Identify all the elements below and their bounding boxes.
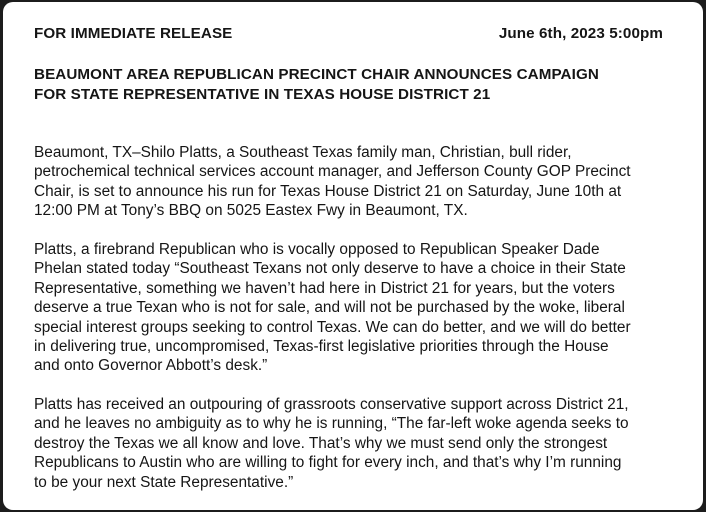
paragraph-line: special interest groups seeking to control Texas. We can do better, and we will do better	[34, 318, 631, 336]
paragraph-quote	[34, 240, 694, 376]
release-label: FOR IMMEDIATE RELEASE	[34, 25, 233, 42]
paragraph-line: to be your next State Representative.”	[34, 473, 294, 491]
paragraph-line: and onto Governor Abbott’s desk.”	[34, 357, 268, 375]
paragraph-line: destroy the Texas we all know and love. That’s why we must send only the strongest	[34, 434, 608, 452]
headline-line: BEAUMONT AREA REPUBLICAN PRECINCT CHAIR ANNOUNCES CAMPAIGN	[34, 66, 599, 83]
paragraph-support	[34, 395, 694, 492]
paragraph-line: 12:00 PM at Tony’s BBQ on 5025 Eastex Fwy in Beaumont, TX.	[34, 202, 468, 220]
release-header	[34, 24, 663, 44]
paragraph-line: in delivering true, uncompromised, Texas-first legislative priorities through the House	[34, 338, 609, 356]
press-release-page	[3, 2, 703, 510]
paragraph-line: Republicans to Austin who are willing to fight for every inch, and that’s why I’m running	[34, 454, 622, 472]
paragraph-line: Platts, a firebrand Republican who is vocally opposed to Republican Speaker Dade	[34, 241, 600, 258]
paragraph-line: Beaumont, TX–Shilo Platts, a Southeast Texas family man, Christian, bull rider,	[34, 144, 572, 161]
paragraph-line: deserve a true Texan who is not for sale, and will not be purchased by the woke, liberal	[34, 299, 625, 317]
paragraph-line: petrochemical technical services account manager, and Jefferson County GOP Precinct	[34, 163, 631, 181]
headline	[34, 65, 684, 105]
paragraph-line: Representative, something we haven’t had here in District 21 for years, but the voters	[34, 279, 615, 297]
paragraph-line: Platts has received an outpouring of grassroots conservative support across District 21,	[34, 396, 629, 413]
release-date: June 6th, 2023 5:00pm	[498, 25, 663, 42]
paragraph-announcement	[34, 143, 694, 221]
paragraph-line: Phelan stated today “Southeast Texans not only deserve to have a choice in their State	[34, 260, 626, 278]
headline-line: FOR STATE REPRESENTATIVE IN TEXAS HOUSE DISTRICT 21	[34, 86, 491, 103]
paragraph-line: and he leaves no ambiguity as to why he is running, “The far-left woke agenda seeks to	[34, 415, 629, 433]
paragraph-line: Chair, is set to announce his run for Texas House District 21 on Saturday, June 10th at	[34, 182, 622, 200]
